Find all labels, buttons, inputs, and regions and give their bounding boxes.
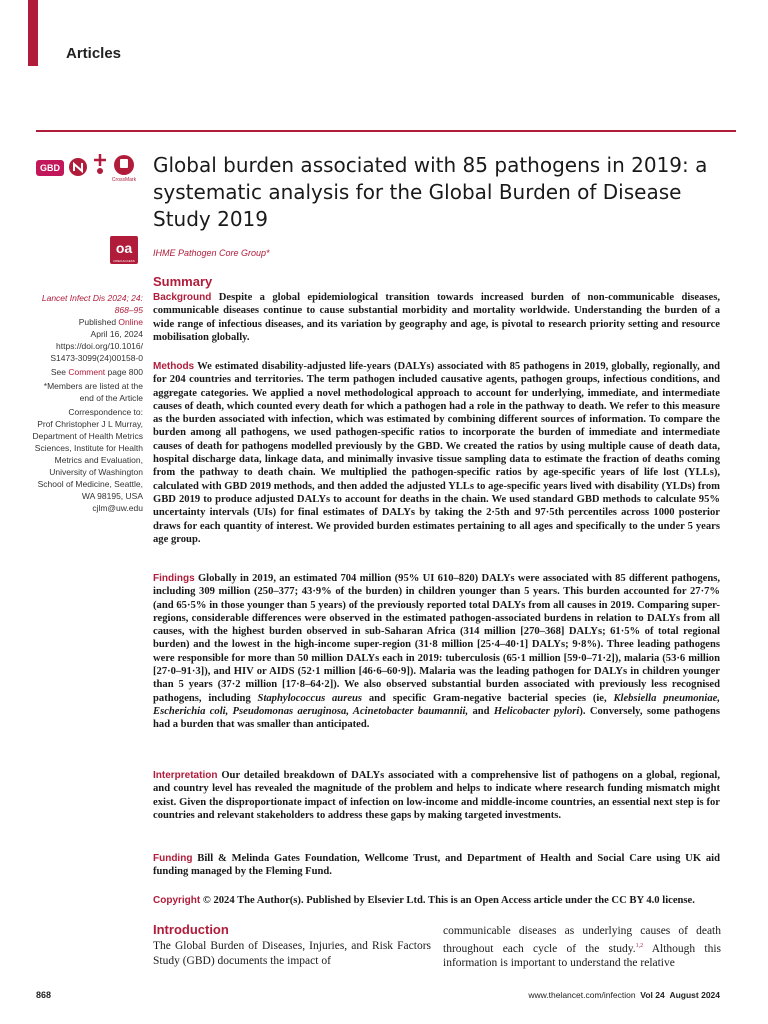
helicobacter-name: Helicobacter pylori: [493, 705, 580, 717]
footer-volume: Vol 24: [640, 990, 665, 1000]
open-access-subtext: OPEN ACCESS: [113, 259, 135, 263]
open-access-text: oa: [115, 240, 133, 256]
page-number: 868: [36, 990, 52, 1000]
correspondence-label: Correspondence to:: [68, 407, 143, 417]
introduction-left-column: The Global Burden of Diseases, Injuries, and Risk Factors Study (GBD) documents the impact of: [153, 940, 431, 967]
background-text: Despite a global epidemiological transition towards increased burden of non-communicable diseases, communicable diseases continue to cause substantial morbidity and mortality worldwide. Understanding the burden of a wide range of infectious diseases, and its variation by geography and age, is pivotal to research priority setting and resource mobilisation globally.: [153, 292, 720, 343]
cause-n-icon: [68, 157, 88, 177]
findings-text-1: Globally in 2019, an estimated 704 million (95% UI 610–820) DALYs were associated with 85 different pathogens, including 309 million (250–377; 43·9% of the burden) in children younger than 5 years. This burden accounted for 27·7% (and 65·5% in those younger than 5 years) of the previously reported total DALYs from all causes in 2019. Comparing super-regions, considerable differences were observed in the estimated pathogen-associated burdens in relation to DALYs from all causes, with the highest burden observed in sub-Saharan Africa (314 million [270–368] DALYs; 61·5% of total regional burden) and the lowest in the high-income super-region (31·8 million [25·4–40·1] DALYs; 9·8%). Three leading pathogens were responsible for more than 50 million DALYs each in 2019: tuberculosis (65·1 million [59·0–71·2]), malaria (53·6 million [27·0–91·3]), and HIV or AIDS (52·1 million [46·6–60·9]). Malaria was the leading pathogen for DALYs in children younger than 5 years (37·2 million [17·8–64·2]). We also observed substantial burden associated with previously less recognised pathogens, including: [153, 573, 721, 704]
copyright-label: Copyright: [153, 895, 201, 906]
introduction-heading: Introduction: [153, 922, 229, 937]
interpretation-label: Interpretation: [153, 770, 218, 781]
crossmark-icon[interactable]: [112, 154, 136, 182]
funding-label: Funding: [153, 853, 193, 864]
correspondence-address: Prof Christopher J L Murray, Department of Health Metrics Sciences, Institute for Health Metrics and Evaluation, University of Washington School of Medicine, Seattle, WA 98195, USA: [32, 419, 143, 501]
comment-link[interactable]: Comment: [68, 367, 106, 377]
published-date: April 16, 2024: [90, 329, 143, 339]
intro-right-text-2: Although this information is important to understand the relative: [443, 942, 721, 969]
article-title: Global burden associated with 85 pathogens in 2019: a systematic analysis for the Global Burden of Disease Study 2019: [153, 153, 708, 231]
published-online-link[interactable]: Online: [118, 317, 143, 327]
methods-text: We estimated disability-adjusted life-years (DALYs) associated with 85 pathogens in 2019, globally, regionally, and for 204 countries and territories. The term pathogen included causative agents, pathogen groups, infectious conditions, and aggregate categories. We applied a novel methodological approach to account for underlying, immediate, and intermediate causes of death, which counted every death for which a pathogen had a role in the pathway to death. We refer to this measure as the burden associated with infection, which was estimated by combining different sources of information. To compare the burden among all pathogens, we used pathogen-specific ratios to incorporate the burden of immediate and intermediate causes of death for pathogens modelled previously by the GBD. We created the ratios by using multiple cause of death data, hospital discharge data, linkage data, and minimally invasive tissue sampling data to estimate the fraction of deaths coming from the pathway to death chain. We multiplied the pathogen-specific ratios by age-specific years of life lost (YLLs), calculated with GBD 2019 methods, and then added the adjusted YLLs to age-specific years lived with disability (YLDs) from GBD 2019 to produce adjusted DALYs to account for deaths in the chain. We used standard GBD methods to calculate 95% uncertainty intervals (UIs) for final estimates of DALYs by taking the 2·5th and 97·5th percentiles across 1000 posterior draws for each quantity of interest. We provided burden estimates pertaining to all ages and specifically to the under 5 years age group.: [153, 361, 720, 545]
members-note: *Members are listed at the end of the Article: [43, 381, 143, 403]
footer-date: August 2024: [669, 990, 720, 1000]
staphylococcus-name: Staphylococcus aureus: [257, 692, 363, 704]
published-prefix: Published: [78, 317, 119, 327]
methods-label: Methods: [153, 361, 195, 372]
findings-text-4: ). Conversely, some pathogens had a burden that was smaller than anticipated.: [153, 705, 721, 731]
see-prefix: See: [50, 367, 69, 377]
interpretation-text: Our detailed breakdown of DALYs associated with a comprehensive list of pathogens on a global, regional, and country level has revealed the magnitude of the problem and helps to indicate where research funding mismatch might exist. Given the disproportionate impact of infection on low-income and middle-income countries, an essential next step is for countries and relevant stakeholders to address these gaps by making targeted investments.: [153, 770, 720, 821]
abstract-background: [153, 291, 720, 344]
see-suffix: page 800: [105, 367, 143, 377]
see-comment-line: [28, 366, 143, 378]
copyright-text: © 2024 The Author(s). Published by Elsevier Ltd. This is an Open Access article under the CC BY 4.0 license.: [202, 895, 695, 906]
funding-text: Bill & Melinda Gates Foundation, Wellcome Trust, and Department of Health and Social Care using UK aid funding managed by the Fleming Fund.: [153, 853, 720, 878]
abstract-interpretation: [153, 769, 720, 822]
header-accent-bar: [28, 0, 38, 66]
abstract-methods: [153, 360, 720, 546]
findings-label: Findings: [153, 573, 195, 584]
abstract-copyright: [153, 894, 720, 907]
open-access-icon: [110, 236, 138, 264]
background-label: Background: [153, 292, 212, 303]
published-line: [28, 316, 143, 328]
summary-heading: Summary: [153, 274, 213, 289]
introduction-right-column: [443, 924, 721, 970]
gram-negative-names: Klebsiella pneumoniae, Escherichia coli, Pseudomonas aeruginosa, Acinetobacter baumannii,: [153, 692, 721, 717]
correspondence-block: [28, 406, 143, 514]
journal-reference: Lancet Infect Dis 2024; 24: 868–95: [41, 293, 143, 315]
footer-url[interactable]: www.thelancet.com/infection: [528, 990, 636, 1000]
doi-link[interactable]: https://doi.org/10.1016/ S1473-3099(24)00158-0: [50, 341, 143, 363]
header-rule: [36, 130, 736, 132]
intro-right-text-1: communicable diseases as underlying causes of death throughout each cycle of the study.: [443, 925, 721, 955]
reference-superscript[interactable]: 1,2: [635, 942, 644, 949]
abstract-funding: [153, 852, 720, 879]
correspondence-email[interactable]: cjlm@uw.edu: [92, 503, 143, 513]
author-line[interactable]: IHME Pathogen Core Group*: [153, 248, 270, 258]
findings-text-3: and: [468, 705, 494, 717]
crossmark-text: CrossMark: [112, 177, 136, 182]
section-label: Articles: [66, 45, 122, 62]
findings-text-2: and specific Gram-negative bacterial species (ie,: [362, 692, 614, 704]
pathogen-cross-icon: [90, 152, 110, 176]
footer-info: [528, 990, 720, 1000]
abstract-findings: [153, 572, 720, 732]
citation-block: [28, 292, 143, 364]
gbd-badge-icon: GBD: [36, 160, 64, 176]
